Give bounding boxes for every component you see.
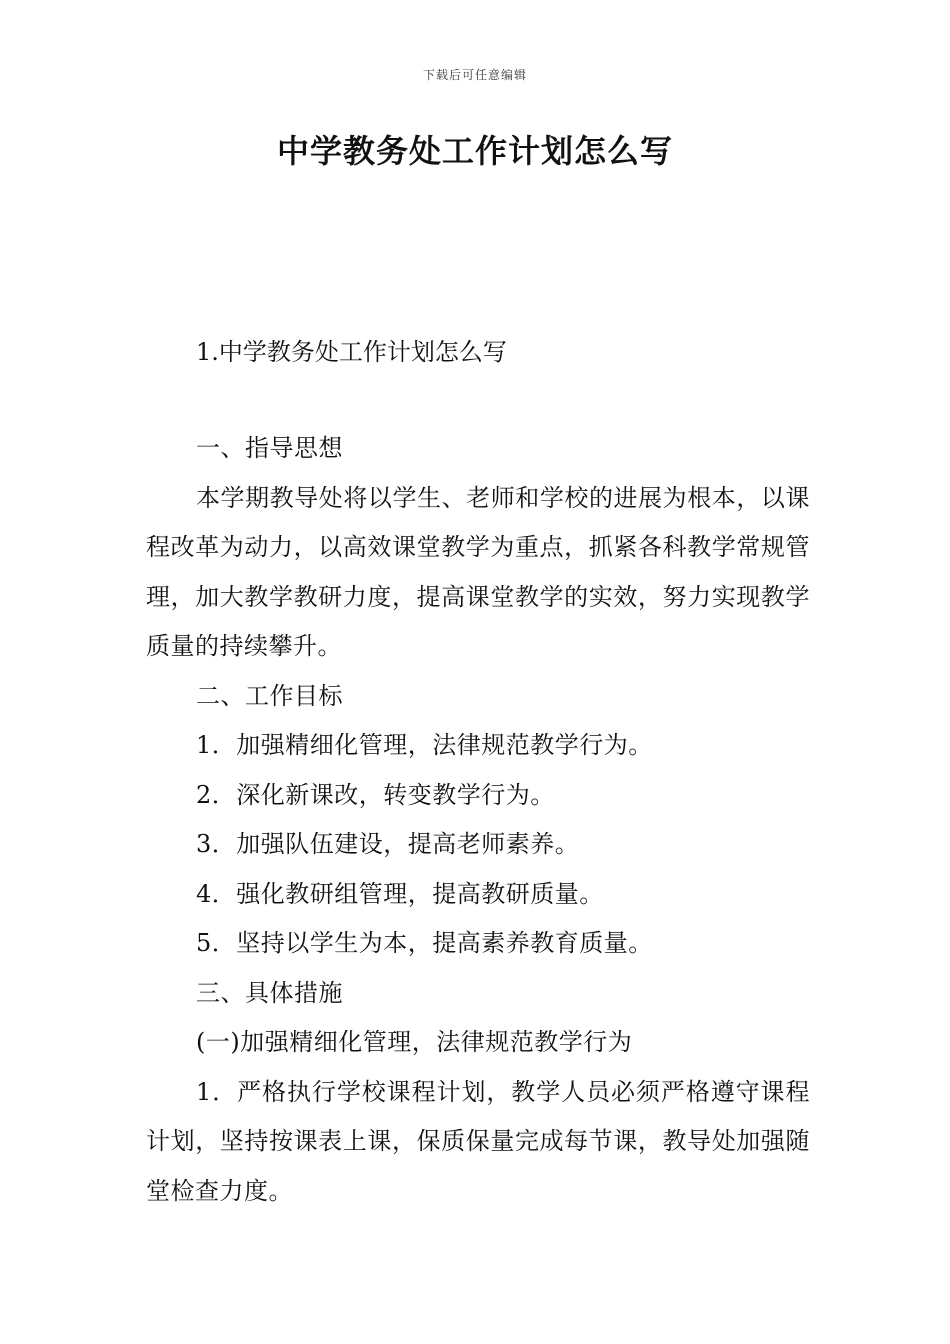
subheading-measure-1: (一)加强精细化管理，法律规范教学行为 [196,1028,633,1056]
measure-item-1: 1．严格执行学校课程计划，教学人员必须严格遵守课程计划，坚持按课表上课，保质保量完成每节课，教导处加强随堂检查力度。 [146,1077,810,1205]
goal-item-1: 1．加强精细化管理，法律规范教学行为。 [196,731,653,759]
paragraph-guiding-ideology: 本学期教导处将以学生、老师和学校的进展为根本，以课程改革为动力，以高效课堂教学为重点，抓紧各科教学常规管理，加大教学教研力度，提高课堂教学的实效，努力实现教学质量的持续攀升。 [146,483,810,660]
header-note: 下载后可任意编辑 [422,68,527,82]
document-title: 中学教务处工作计划怎么写 [276,132,673,170]
goal-item-2: 2．深化新课改，转变教学行为。 [196,780,555,809]
document-body [146,424,810,1216]
heading-specific-measures: 三、具体措施 [196,978,343,1007]
section-heading: 1.中学教务处工作计划怎么写 [196,338,507,366]
heading-work-goals: 二、工作目标 [196,681,343,710]
heading-guiding-ideology: 一、指导思想 [196,434,343,462]
goal-item-4: 4．强化教研组管理，提高教研质量。 [196,879,604,908]
goal-item-5: 5．坚持以学生为本，提高素养教育质量。 [196,929,653,957]
goal-item-3: 3．加强队伍建设，提高老师素养。 [196,830,580,858]
